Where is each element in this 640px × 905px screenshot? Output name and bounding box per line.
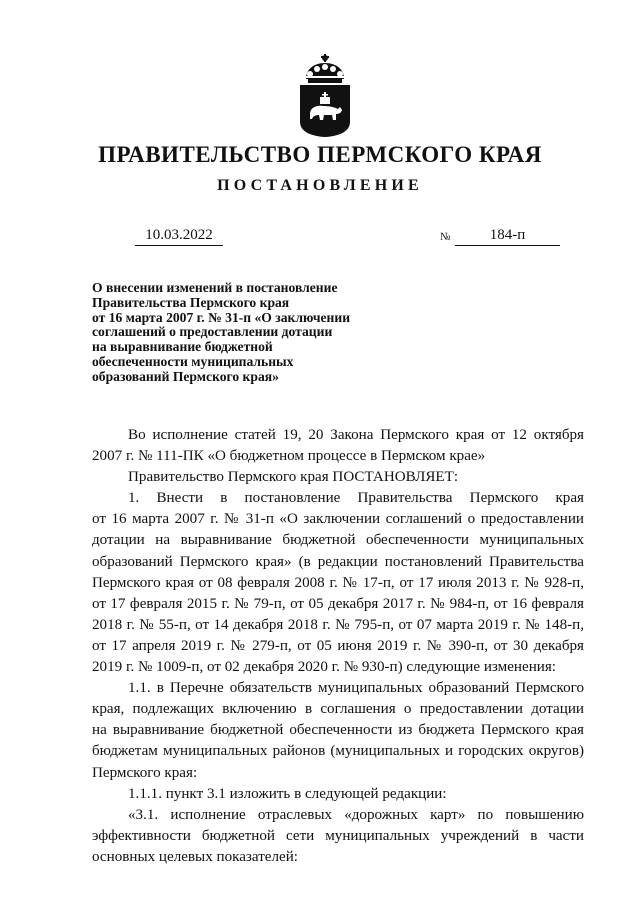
text-line: на выравнивание бюджетной обеспеченности из бюджета Пермского края [92,722,584,739]
paragraph-resolves [92,467,584,488]
text-line: эффективности бюджетной сети муниципальных учреждений в части [92,827,584,844]
government-title: ПРАВИТЕЛЬСТВО ПЕРМСКОГО КРАЯ [98,142,542,167]
text-line: 1.1. в Перечне обязательств муниципальных образований Пермского [128,680,584,697]
text-line: бюджетам муниципальных районов (муниципальных и городских округов) [92,743,584,760]
paragraph-item-1-1 [92,678,584,783]
document-number: 184-п [455,227,560,246]
text-line: 1.1.1. пункт 3.1 изложить в следующей редакции: [128,785,447,802]
document-date: 10.03.2022 [135,227,223,246]
subject-line: обеспеченности муниципальных [92,353,294,369]
text-line: 2007 г. № 111-ПК «О бюджетном процессе в Пермском крае» [92,448,486,465]
document-subject [92,281,382,385]
text-line: основных целевых показателей: [92,848,299,865]
number-sign: № [440,231,451,243]
crown-icon [306,54,344,83]
paragraph-item-1 [92,488,584,678]
subject-line: Правительства Пермского края [92,294,290,310]
text-line: края, подлежащих включению в соглашения о предоставлении дотации [92,701,584,718]
text-line: от 17 февраля 2015 г. № 79-п, от 05 декабря 2017 г. № 984-п, от 16 февраля [92,595,584,612]
subject-line: от 16 марта 2007 г. № 31-п «О заключении [92,309,351,325]
subject-line: на выравнивание бюджетной [92,339,273,355]
text-line: дотации на выравнивание бюджетной обеспеченности муниципальных [92,532,584,549]
document-type: ПОСТАНОВЛЕНИЕ [217,177,423,194]
document-body [92,425,584,868]
coat-of-arms-icon [296,52,354,138]
text-line: 2019 г. № 1009-п, от 02 декабря 2020 г. № 930-п) следующие изменения: [92,659,556,676]
text-line: Во исполнение статей 19, 20 Закона Пермского края от 12 октября [128,427,584,443]
subject-line: образований Пермского края» [92,368,279,384]
paragraph-item-3-1 [92,805,584,868]
subject-line: О внесении изменений в постановление [92,280,338,295]
text-line: от 16 марта 2007 г. № 31-п «О заключении соглашений о предоставлении [92,511,584,528]
text-line: Пермского края от 08 февраля 2008 г. № 17-п, от 17 июля 2013 г. № 928-п, [92,574,584,591]
text-line: 2018 г. № 55-п, от 14 декабря 2018 г. № 795-п, от 07 марта 2019 г. № 148-п, [92,616,584,633]
paragraph-preamble [92,425,584,467]
text-line: от 17 апреля 2019 г. № 279-п, от 05 июня 2019 г. № 390-п, от 30 декабря [92,637,584,654]
subject-line: соглашений о предоставлении дотации [92,324,333,340]
text-line: 1. Внести в постановление Правительства Пермского края [128,490,584,507]
paragraph-item-1-1-1 [92,784,584,805]
text-line: Пермского края: [92,764,198,781]
text-line: образований Пермского края» (в редакции постановлений Правительства [92,553,584,570]
text-line: Правительство Пермского края ПОСТАНОВЛЯЕТ: [128,469,459,486]
text-line: «3.1. исполнение отраслевых «дорожных карт» по повышению [128,806,584,823]
